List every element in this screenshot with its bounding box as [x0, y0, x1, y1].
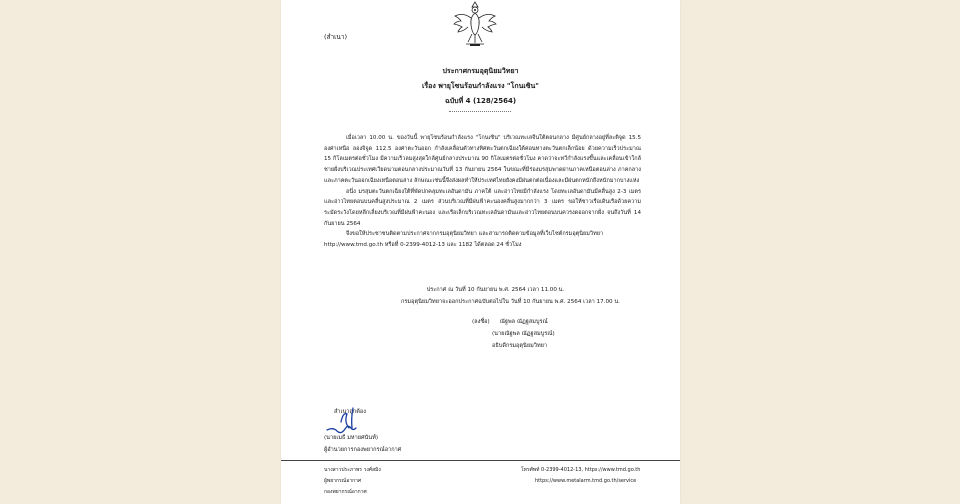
- separator: [449, 111, 511, 112]
- certifier-block: [324, 432, 401, 457]
- paragraph-1: เมื่อเวลา 10.00 น. ของวันนี้ พายุโซนร้อนกำลังแรง "โกนเซิน" บริเวณทะเลจีนใต้ตอนกลาง มีศูนย์กลางอยู่ที่ละติจูด 15.5 องศาเหนือ ลองจิจูด 112.5 องศาตะวันออก กำลังเคลื่อนตัวทางทิศตะวันตกเฉียงใต้ค่อนทางตะวันตกเล็กน้อย ด้วยความเร็วประมาณ 15 กิโลเมตรต่อชั่วโมง มีความเร็วลมสูงสุดใกล้ศูนย์กลางประมาณ 90 กิโลเมตรต่อชั่วโมง คาดว่าจะทวีกำลังแรงขึ้นและเคลื่อนเข้าใกล้ชายฝั่งบริเวณประเทศเวียดนามตอนกลางประมาณวันที่ 13 กันยายน 2564 ในขณะที่มีร่องมรสุมพาดผ่านภาคเหนือตอนล่าง ภาคกลาง และภาคตะวันออกเฉียงเหนือตอนล่าง ลักษณะเช่นนี้จึงส่งผลทำให้ประเทศไทยยังคงมีฝนตกต่อเนื่องและมีฝนตกหนักถึงหนักมากบางแห่ง: [324, 135, 641, 184]
- contact-line: http://www.tmd.go.th หรือที่ 0-2399-4012-13 และ 1182 ได้ตลอด 24 ชั่วโมง: [324, 242, 522, 249]
- title-block: [281, 64, 680, 109]
- paragraph-3: จึงขอให้ประชาชนติดตามประกาศจากกรมอุตุนิยมวิทยา และสามารถติดตามข้อมูลที่เว็บไซต์กรมอุตุนิยมวิทยา: [346, 231, 604, 238]
- issue-number: ฉบับที่ 4 (128/2564): [444, 97, 517, 105]
- footer-left: [324, 465, 381, 498]
- garuda-emblem-icon: [450, 0, 500, 48]
- subject-line: เรื่อง พายุโซนร้อนกำลังแรง "โกนเซิน": [422, 82, 539, 90]
- signed-name: ณัฐพล ณัฏฐสมบูรณ์: [499, 319, 548, 325]
- director-position: อธิบดีกรมอุตุนิยมวิทยา: [492, 343, 548, 350]
- page-title: ประกาศกรมอุตุนิยมวิทยา: [442, 67, 519, 75]
- footer-service-link[interactable]: https://www.metalarm.tmd.go.th/service: [535, 478, 637, 484]
- issued-at-text: ประกาศ ณ วันที่ 10 กันยายน พ.ศ. 2564 เวลา 11.00 น.: [426, 287, 565, 293]
- paragraph-2: อนึ่ง มรสุมตะวันตกเฉียงใต้ที่พัดปกคลุมทะเลอันดามัน ภาคใต้ และอ่าวไทยมีกำลังแรง โดยทะเลอันดามันมีคลื่นสูง 2-3 เมตร และอ่าวไทยตอนบนคลื่นสูงประมาณ 2 เมตร ส่วนบริเวณที่มีฝนฟ้าคะนองคลื่นสูงมากกว่า 3 เมตร ขอให้ชาวเรือเดินเรือด้วยความระมัดระวังโดยหลีกเลี่ยงบริเวณที่มีฝนฟ้าคะนอง และเรือเล็กบริเวณทะเลอันดามันและอ่าวไทยตอนบนควรงดออกจากฝั่ง จนถึงวันที่ 14 กันยายน 2564: [324, 188, 641, 227]
- director-full-name: (นายณัฐพล ณัฏฐสมบูรณ์): [492, 331, 555, 338]
- certified-copy-label: สำเนาถูกต้อง: [334, 409, 366, 415]
- signed-prefix: (ลงชื่อ): [472, 319, 490, 325]
- footer-divider: [281, 460, 680, 461]
- footer-forecaster-role: ผู้พยากรณ์อากาศ: [324, 478, 362, 484]
- document-page: [281, 0, 680, 504]
- copy-label: (สำเนา): [324, 33, 348, 41]
- certifier-name: (นายเมธี มหายศนันท์): [324, 435, 379, 441]
- issued-at: [281, 284, 680, 296]
- footer-forecaster-name: นางสาวประภาพร วงศ์สมิง: [324, 467, 381, 473]
- footer-right: [521, 465, 640, 487]
- certifier-position: ผู้อำนวยการกองพยากรณ์อากาศ: [324, 447, 402, 454]
- director-signature-block: [472, 316, 555, 353]
- footer-phone-link[interactable]: โทรศัพท์ 0-2399-4012-13, https://www.tmd.go.th: [521, 467, 641, 473]
- next-issue: กรมอุตุนิยมวิทยาจะออกประกาศฉบับต่อไปใน วันที่ 10 กันยายน พ.ศ. 2564 เวลา 17.00 น.: [401, 299, 620, 305]
- footer-division: กองพยากรณ์อากาศ: [324, 489, 367, 495]
- announcement-body: [324, 133, 641, 251]
